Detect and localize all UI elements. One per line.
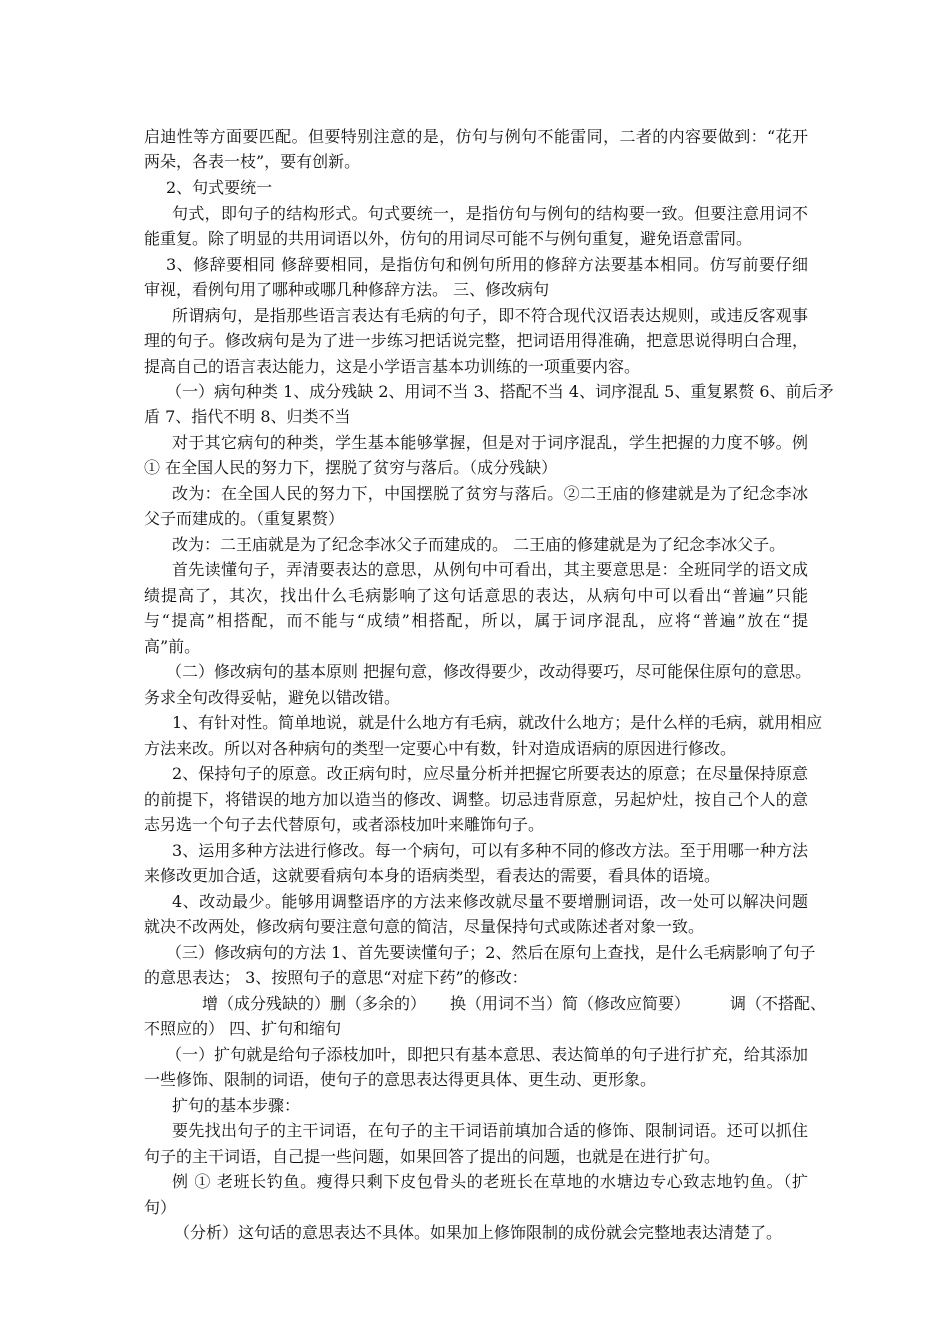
text-line: 理的句子。修改病句是为了进一步练习把话说完整，把词语用得准确，把意思说得明白合理， — [144, 331, 808, 350]
text-line: 3、运用多种方法进行修改。每一个病句，可以有多种不同的修改方法。至于用哪一种方法 — [172, 841, 808, 860]
text-line: （三）修改病句的方法 1、首先要读懂句子；2、然后在原句上查找，是什么毛病影响了句子 — [166, 943, 816, 962]
text-line: 盾 7、指代不明 8、归类不当 — [144, 407, 351, 426]
text-line: 改为：二王庙就是为了纪念李冰父子而建成的。 二王庙的修建就是为了纪念李冰父子。 — [172, 535, 786, 554]
text-line: （分析）这句话的意思表达不具体。如果加上修饰限制的成份就会完整地表达清楚了。 — [174, 1223, 783, 1242]
text-line: 首先读懂句子，弄清要表达的意思，从例句中可看出，其主要意思是：全班同学的语文成 — [172, 560, 808, 579]
text-line: 启迪性等方面要匹配。但要特别注意的是，仿句与例句不能雷同，二者的内容要做到：“花开 — [144, 127, 808, 146]
text-line: 两朵，各表一枝”，要有创新。 — [144, 152, 361, 171]
text-line: 父子而建成的。（重复累赘） — [144, 509, 345, 528]
text-line: 扩句的基本步骤： — [172, 1096, 301, 1115]
text-line: （二）修改病句的基本原则 把握句意，修改得要少，改动得要巧，尽可能保住原句的意思。 — [166, 662, 812, 681]
text-line: 4、改动最少。能够用调整语序的方法来修改就尽量不要增删词语，改一处可以解决问题 — [172, 892, 808, 911]
text-line: 所谓病句，是指那些语言表达有毛病的句子，即不符合现代汉语表达规则，或违反客观事 — [172, 306, 808, 325]
text-line: 1、有针对性。简单地说，就是什么地方有毛病，就改什么地方；是什么样的毛病，就用相应 — [172, 713, 823, 732]
text-line: 高”前。 — [144, 637, 201, 656]
text-line: 的意思表达； 3、按照句子的意思“对症下药”的修改： — [144, 968, 528, 987]
text-line: 改为：在全国人民的努力下，中国摆脱了贫穷与落后。②二王庙的修建就是为了纪念李冰 — [172, 484, 808, 503]
text-line: 务求全句改得妥帖，避免以错改错。 — [144, 688, 401, 707]
text-line: 句子的主干词语，自己提一些问题，如果回答了提出的问题，也就是在进行扩句。 — [144, 1147, 721, 1166]
text-line: 绩提高了，其次，找出什么毛病影响了这句话意思的表达，从病句中可以看出“普遍”只能 — [144, 586, 808, 605]
text-line: 一些修饰、限制的词语，使句子的意思表达得更具体、更生动、更形象。 — [144, 1070, 657, 1089]
text-line: ① 在全国人民的努力下，摆脱了贫穷与落后。（成分残缺） — [144, 458, 558, 477]
text-line: （一）扩句就是给句子添枝加叶，即把只有基本意思、表达简单的句子进行扩充，给其添加 — [166, 1045, 808, 1064]
text-line: 要先找出句子的主干词语，在句子的主干词语前填加合适的修饰、限制词语。还可以抓住 — [172, 1121, 808, 1140]
text-line: 提高自己的语言表达能力，这是小学语言基本功训练的一项重要内容。 — [144, 357, 641, 376]
text-line: 不照应的） 四、扩句和缩句 — [144, 1019, 342, 1038]
text-line: （一）病句种类 1、成分残缺 2、用词不当 3、搭配不当 4、词序混乱 5、重复累赘 6、前后矛 — [166, 382, 834, 401]
text-line: 例 ① 老班长钓鱼。瘦得只剩下皮包骨头的老班长在草地的水塘边专心致志地钓鱼。（扩 — [172, 1172, 808, 1191]
text-line: 志另选一个句子去代替原句，或者添枝加叶来雕饰句子。 — [144, 815, 545, 834]
text-line: 句式，即句子的结构形式。句式要统一，是指仿句与例句的结构要一致。但要注意用词不 — [172, 204, 808, 223]
text-line: 方法来改。所以对各种病句的类型一定要心中有数，针对造成语病的原因进行修改。 — [144, 739, 737, 758]
text-line: 与“提高”相搭配，而不能与“成绩”相搭配，所以，属于词序混乱，应将“普遍”放在“提 — [144, 611, 808, 630]
text-line: 的前提下，将错误的地方加以造当的修改、调整。切忌违背原意，另起炉灶，按自己个人的意 — [144, 790, 808, 809]
text-line: 审视，看例句用了哪种或哪几种修辞方法。 三、修改病句 — [144, 280, 550, 299]
text-line: 来修改更加合适，这就要看病句本身的语病类型，看表达的需要，看具体的语境。 — [144, 866, 721, 885]
text-line: 2、保持句子的原意。改正病句时，应尽量分析并把握它所要表达的原意；在尽量保持原意 — [172, 764, 808, 783]
text-line: 3、修辞要相同 修辞要相同，是指仿句和例句所用的修辞方法要基本相同。仿写前要仔细 — [166, 255, 808, 274]
text-line: 增（成分残缺的）删（多余的） 换（用词不当）简（修改应简要） 调（不搭配、 — [202, 994, 827, 1013]
text-line: 就决不改两处，修改病句要注意句意的简洁，尽量保持句式或陈述者对象一致。 — [144, 917, 705, 936]
text-line: 能重复。除了明显的共用词语以外，仿句的用词尽可能不与例句重复，避免语意雷同。 — [144, 229, 753, 248]
section-heading: 2、句式要统一 — [166, 178, 273, 197]
text-line: 对于其它病句的种类，学生基本能够掌握，但是对于词序混乱，学生把握的力度不够。例 — [172, 433, 808, 452]
text-line: 句） — [144, 1198, 177, 1217]
